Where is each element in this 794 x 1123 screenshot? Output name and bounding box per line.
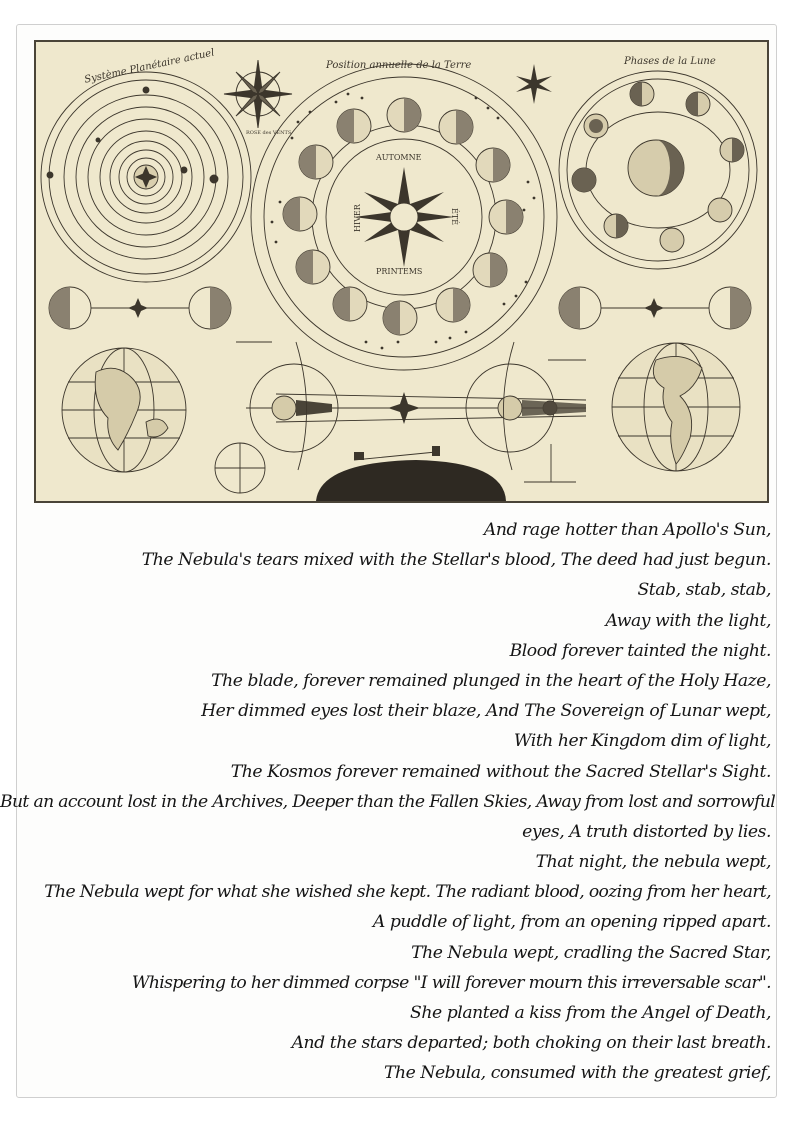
- poem-line: The Nebula, consumed with the greatest grief,: [383, 1063, 771, 1084]
- globe-western-hemisphere: [612, 343, 740, 471]
- poem-line: But an account lost in the Archives, Deeper than the Fallen Skies, Away from lost and sorrowful: [0, 791, 776, 812]
- poem-line: Whispering to her dimmed corpse "I will forever mourn this irreversable scar".: [131, 972, 771, 993]
- poem-line: A puddle of light, from an opening ripped apart.: [372, 912, 771, 933]
- poem-line: Away with the light,: [605, 610, 771, 631]
- astronomy-plate-image: [34, 40, 769, 503]
- wind-rose-label: ROSE des VENTS: [246, 130, 292, 136]
- poem-line: The Nebula's tears mixed with the Stellar's blood, The deed had just begun.: [141, 550, 771, 571]
- poem-line: She planted a kiss from the Angel of Death,: [410, 1003, 771, 1023]
- poem-line: And the stars departed; both choking on their last breath.: [291, 1033, 771, 1054]
- poem-text: [0, 515, 776, 1089]
- season-label-winter: HIVER: [353, 204, 362, 232]
- poem-line: Blood forever tainted the night.: [509, 640, 771, 661]
- poem-line: And rage hotter than Apollo's Sun,: [483, 520, 771, 540]
- poem-line: The Nebula wept for what she wished she kept. The radiant blood, oozing from her heart,: [44, 882, 771, 903]
- poem-line: Stab, stab, stab,: [637, 580, 771, 601]
- small-figure-circle: [215, 443, 265, 493]
- poem-line: eyes, A truth distorted by lies.: [522, 821, 771, 842]
- earth-position-title: Position annuelle de la Terre: [326, 60, 472, 71]
- solar-system-title: Système Planétaire actuel: [83, 47, 216, 86]
- poem-line: The Nebula wept, cradling the Sacred Star,: [411, 942, 771, 963]
- season-label-spring: PRINTEMS: [376, 267, 423, 276]
- poem-line: The Kosmos forever remained without the Sacred Stellar's Sight.: [230, 761, 771, 782]
- season-label-autumn: AUTOMNE: [376, 153, 422, 162]
- poem-line: Her dimmed eyes lost their blaze, And The Sovereign of Lunar wept,: [201, 701, 771, 722]
- poem-line: With her Kingdom dim of light,: [513, 731, 771, 752]
- poem-line: The blade, forever remained plunged in the heart of the Holy Haze,: [211, 670, 771, 691]
- season-label-summer: ÉTÉ: [450, 208, 459, 226]
- globe-eastern-hemisphere: [62, 348, 186, 472]
- poem-line: That night, the nebula wept,: [535, 852, 771, 873]
- moon-phases-title: Phases de la Lune: [624, 56, 716, 67]
